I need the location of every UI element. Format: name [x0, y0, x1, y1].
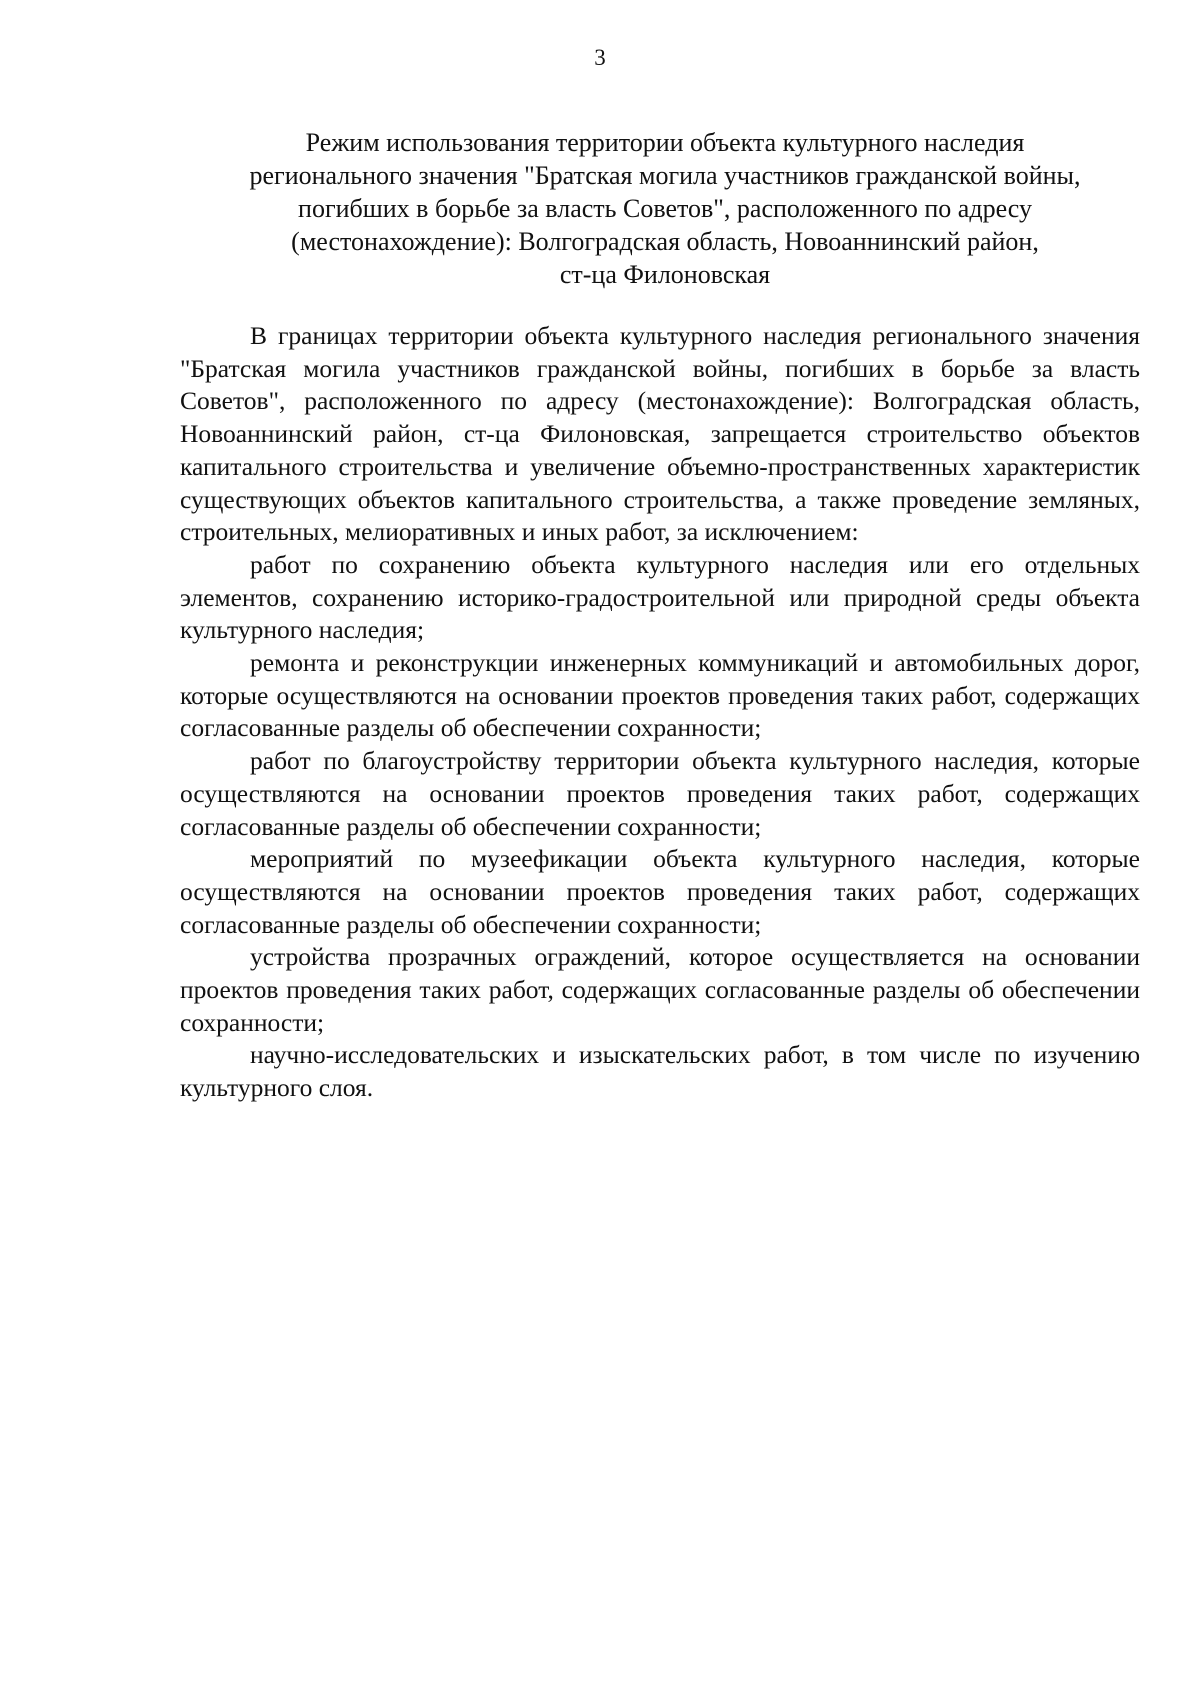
document-body — [180, 320, 1140, 1105]
exception-item: научно-исследовательских и изыскательских работ, в том числе по изучению культурного слоя. — [180, 1040, 1140, 1103]
exception-item: ремонта и реконструкции инженерных коммуникаций и автомобильных дорог, которые осуществляются на основании проектов проведения таких работ, содержащих согласованные разделы об обеспечении сохранности; — [180, 648, 1140, 743]
exception-item: работ по благоустройству территории объекта культурного наследия, которые осуществляются на основании проектов проведения таких работ, содержащих согласованные разделы об обеспечении сохранности; — [180, 746, 1140, 841]
title-line: погибших в борьбе за власть Советов", расположенного по адресу — [298, 194, 1032, 223]
exception-item: работ по сохранению объекта культурного наследия или его отдельных элементов, сохранению историко-градостроительной или природной среды объекта культурного наследия; — [180, 549, 1140, 645]
title-line: (местонахождение): Волгоградская область, Новоаннинский район, — [291, 227, 1039, 256]
exception-item: мероприятий по музеефикации объекта культурного наследия, которые осуществляются на основании проектов проведения таких работ, содержащих согласованные разделы об обеспечении сохранности; — [180, 844, 1140, 939]
exception-item: устройства прозрачных ограждений, которое осуществляется на основании проектов проведения таких работ, содержащих согласованные разделы об обеспечении сохранности; — [180, 942, 1140, 1037]
document-title — [150, 126, 1180, 291]
page-number: 3 — [594, 45, 606, 70]
title-line: Режим использования территории объекта культурного наследия — [305, 128, 1025, 157]
intro-paragraph: В границах территории объекта культурного наследия регионального значения "Братская могила участников гражданской войны, погибших в борьбе за власть Советов", расположенного по адресу (местонахождение): Волгоградская область, Новоаннинский район, ст-ца Филоновская, запрещается строительство объектов капитального строительства и увеличение объемно-пространственных характеристик существующих объектов капитального строительства, а также проведение земляных, строительных, мелиоративных и иных работ, за исключением: — [180, 321, 1140, 547]
title-line: ст-ца Филоновская — [559, 260, 771, 289]
title-line: регионального значения "Братская могила участников гражданской войны, — [249, 161, 1081, 190]
